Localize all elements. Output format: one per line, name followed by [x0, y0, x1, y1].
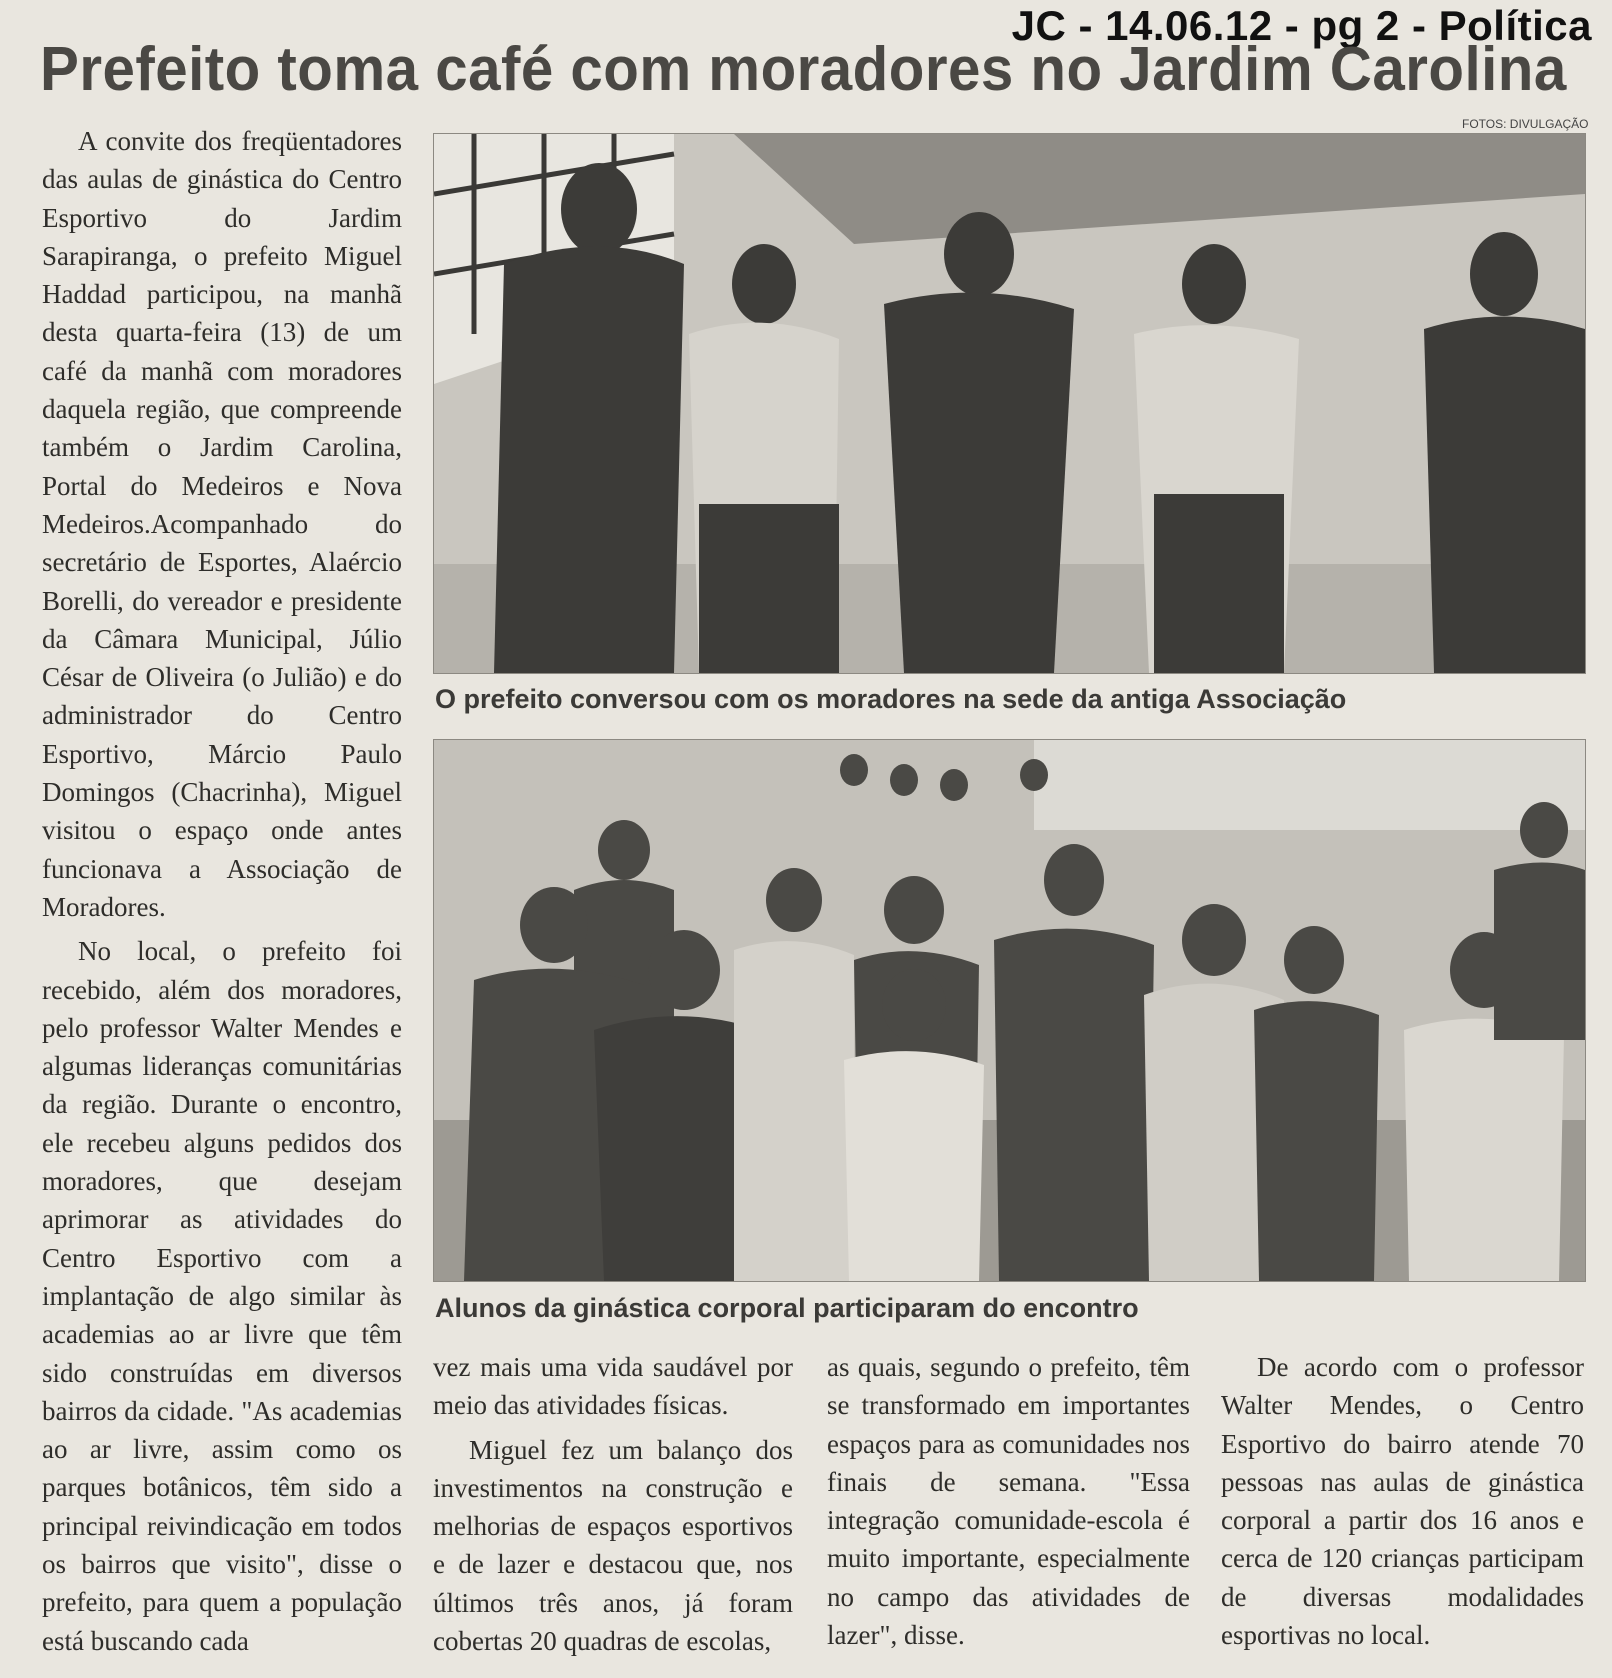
article-column-1	[42, 122, 402, 1660]
photo-gymnastics-students	[433, 739, 1586, 1282]
paragraph: vez mais uma vida saudável por meio das atividades físicas.	[433, 1352, 793, 1421]
paragraph: as quais, segundo o prefeito, têm se transformado em importantes espaços para as comunidades nos finais de semana. "Essa integração comunidade-escola é muito importante, especialmente no campo das atividades de lazer", disse.	[827, 1352, 1190, 1651]
article-headline: Prefeito toma café com moradores no Jardim Carolina	[40, 35, 1567, 104]
paragraph: De acordo com o professor Walter Mendes, o Centro Esportivo do bairro atende 70 pessoas nas aulas de ginástica corporal a partir dos 16 anos e cerca de 120 crianças participam de diversas modalidades esportivas no local.	[1221, 1352, 1584, 1651]
paragraph: A convite dos freqüentadores das aulas de ginástica do Centro Esportivo do Jardim Sarapiranga, o prefeito Miguel Haddad participou, na manhã desta quarta-feira (13) de um café da manhã com moradores daquela região, que compreende também o Jardim Carolina, Portal do Medeiros e Nova Medeiros.Acompanhado do secretário de Esportes, Alaércio Borelli, do vereador e presidente da Câmara Municipal, Júlio César de Oliveira (o Julião) e do administrador do Centro Esportivo, Márcio Paulo Domingos (Chacrinha), Miguel visitou o espaço onde antes funcionava a Associação de Moradores.	[42, 126, 402, 922]
article-column-4	[1221, 1348, 1584, 1654]
photo-illustration	[434, 740, 1585, 1281]
clipping-reference: JC - 14.06.12 - pg 2 - Política	[1011, 2, 1592, 49]
photo-mayor-with-officials	[433, 133, 1586, 674]
paragraph: Miguel fez um balanço dos investimentos na construção e melhorias de espaços esportivos e de lazer e destacou que, nos últimos três anos, já foram cobertas 20 quadras de escolas,	[433, 1434, 793, 1657]
paragraph: No local, o prefeito foi recebido, além dos moradores, pelo professor Walter Mendes e algumas lideranças comunitárias da região. Durante o encontro, ele recebeu alguns pedidos dos moradores, que desejam aprimorar as atividades do Centro Esportivo com a implantação de algo similar às academias ao ar livre que têm sido construídas em diversos bairros da cidade. "As academias ao ar livre, assim como os parques botânicos, têm sido a principal reivindicação em todos os bairros que visito", disse o prefeito, para quem a população está buscando cada	[42, 936, 402, 1656]
photo-illustration	[434, 134, 1585, 673]
article-column-2	[433, 1348, 793, 1660]
photo-credit: FOTOS: DIVULGAÇÃO	[1462, 117, 1589, 131]
photo-1-caption: O prefeito conversou com os moradores na sede da antiga Associação	[435, 684, 1347, 714]
photo-2-caption: Alunos da ginástica corporal participaram do encontro	[435, 1293, 1139, 1323]
article-column-3	[827, 1348, 1190, 1654]
